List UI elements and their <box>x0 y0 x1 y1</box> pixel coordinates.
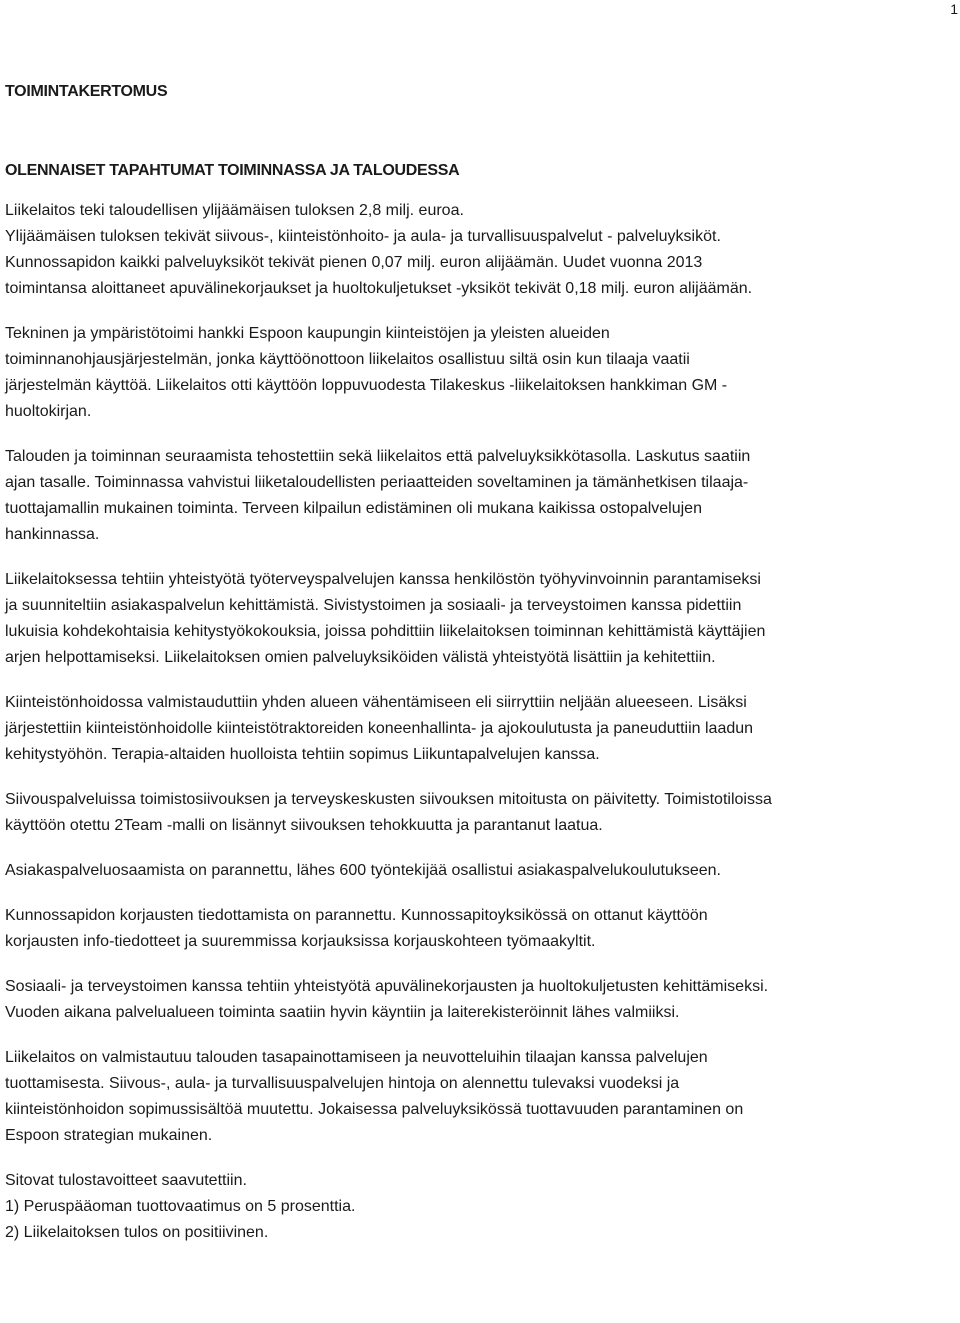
document-body <box>5 80 955 1246</box>
text-line: järjestettiin kiinteistönhoidolle kiinteistötraktoreiden koneenhallinta- ja ajokoulutusta ja paneuduttiin laadun <box>5 720 754 737</box>
text-line: tuottamisesta. Siivous-, aula- ja turvallisuuspalvelujen hintoja on alennettu tulevaksi vuodeksi ja <box>5 1075 680 1092</box>
text-line: kehitystyöhön. Terapia-altaiden huolloista tehtiin sopimus Liikuntapalvelujen kanssa. <box>5 746 600 763</box>
text-line: Kunnossapidon korjausten tiedottamista on parannettu. Kunnossapitoyksikössä on ottanut käyttöön <box>5 907 708 924</box>
text-line: toimintansa aloittaneet apuvälinekorjaukset ja huoltokuljetukset -yksiköt tekivät 0,18 milj. euron alijäämän. <box>5 280 753 297</box>
section-title: OLENNAISET TAPAHTUMAT TOIMINNASSA JA TALOUDESSA <box>5 162 460 179</box>
text-line: Sitovat tulostavoitteet saavutettiin. <box>5 1172 247 1189</box>
document-title: TOIMINTAKERTOMUS <box>5 83 168 100</box>
paragraph <box>5 974 955 1026</box>
text-line: Kiinteistönhoidossa valmistauduttiin yhden alueen vähentämiseen eli siirryttiin neljään alueeseen. Lisäksi <box>5 694 747 711</box>
text-line: Liikelaitoksessa tehtiin yhteistyötä työterveyspalvelujen kanssa henkilöstön työhyvinvoinnin parantamiseksi <box>5 571 761 588</box>
paragraph <box>5 858 955 884</box>
paragraph <box>5 444 955 548</box>
text-line: ja suunniteltiin asiakaspalvelun kehittämistä. Sivistystoimen ja sosiaali- ja terveystoimen kanssa pidettiin <box>5 597 742 614</box>
text-line: ajan tasalle. Toiminnassa vahvistui liiketaloudellisten periaatteiden soveltaminen ja tämänhetkisen tilaaja- <box>5 474 749 491</box>
paragraph <box>5 321 955 425</box>
text-line: 2) Liikelaitoksen tulos on positiivinen. <box>5 1224 269 1241</box>
text-line: järjestelmän käyttöä. Liikelaitos otti käyttöön loppuvuodesta Tilakeskus -liikelaitoksen hankkiman GM - <box>5 377 728 394</box>
paragraph <box>5 903 955 955</box>
text-line: tuottajamallin mukainen toiminta. Terveen kilpailun edistäminen oli mukana kaikissa ostopalvelujen <box>5 500 702 517</box>
paragraph <box>5 1168 955 1246</box>
text-line: Asiakaspalveluosaamista on parannettu, lähes 600 työntekijää osallistui asiakaspalvelukoulutukseen. <box>5 862 721 879</box>
text-line: lukuisia kohdekohtaisia kehitystyökokouksia, joissa pohdittiin liikelaitoksen toiminnan kehittämistä käyttäjien <box>5 623 766 640</box>
text-line: hankinnassa. <box>5 526 100 543</box>
text-line: Espoon strategian mukainen. <box>5 1127 213 1144</box>
paragraph <box>5 1045 955 1149</box>
text-line: Ylijäämäisen tuloksen tekivät siivous-, kiinteistönhoito- ja aula- ja turvallisuuspalvelut - palveluyksiköt. <box>5 228 721 245</box>
text-line: Kunnossapidon kaikki palveluyksiköt tekivät pienen 0,07 milj. euron alijäämän. Uudet vuonna 2013 <box>5 254 703 271</box>
text-line: Sosiaali- ja terveystoimen kanssa tehtiin yhteistyötä apuvälinekorjausten ja huoltokuljetusten kehittämiseksi. <box>5 978 769 995</box>
text-line: kiinteistönhoidon sopimussisältöä muutettu. Jokaisessa palveluyksikössä tuottavuuden parantaminen on <box>5 1101 744 1118</box>
paragraph <box>5 690 955 768</box>
page-number: 1 <box>950 1 958 17</box>
text-line: Liikelaitos on valmistautuu talouden tasapainottamiseen ja neuvotteluihin tilaajan kanssa palvelujen <box>5 1049 708 1066</box>
paragraph <box>5 198 955 302</box>
text-line: huoltokirjan. <box>5 403 92 420</box>
text-line: Tekninen ja ympäristötoimi hankki Espoon kaupungin kiinteistöjen ja yleisten alueiden <box>5 325 610 342</box>
text-line: korjausten info-tiedotteet ja suuremmissa korjauksissa korjauskohteen työmaakyltit. <box>5 933 596 950</box>
text-line: Talouden ja toiminnan seuraamista tehostettiin sekä liikelaitos että palveluyksikkötasolla. Laskutus saatiin <box>5 448 751 465</box>
paragraph <box>5 567 955 671</box>
text-line: käyttöön otettu 2Team -malli on lisännyt siivouksen tehokkuutta ja parantanut laatua. <box>5 817 603 834</box>
text-line: Siivouspalveluissa toimistosiivouksen ja terveyskeskusten siivouksen mitoitusta on päivitetty. Toimistotiloissa <box>5 791 772 808</box>
text-line: Liikelaitos teki taloudellisen ylijäämäisen tuloksen 2,8 milj. euroa. <box>5 202 464 219</box>
text-line: arjen helpottamiseksi. Liikelaitoksen omien palveluyksiköiden välistä yhteistyötä lisättiin ja kehitettiin. <box>5 649 716 666</box>
text-line: 1) Peruspääoman tuottovaatimus on 5 prosenttia. <box>5 1198 356 1215</box>
paragraph <box>5 787 955 839</box>
text-line: Vuoden aikana palvelualueen toiminta saatiin hyvin käyntiin ja laiterekisteröinnit lähes valmiiksi. <box>5 1004 680 1021</box>
text-line: toiminnanohjausjärjestelmän, jonka käyttöönottoon liikelaitos osallistuu siltä osin kun tilaaja vaatii <box>5 351 690 368</box>
paragraph-list <box>5 198 955 1246</box>
